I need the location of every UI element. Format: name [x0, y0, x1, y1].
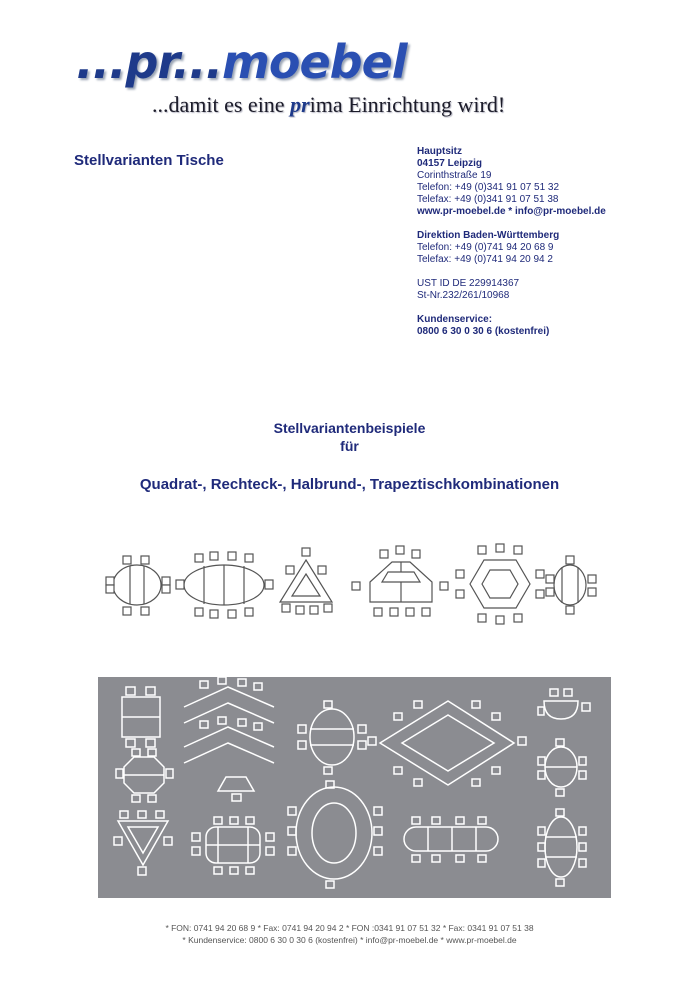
triangle-group: [114, 811, 172, 875]
footer-line-1: * FON: 0741 94 20 68 9 * Fax: 0741 94 20 94 2 * FON :0341 91 07 51 32 * Fax: 0341 91 07 51 38: [165, 923, 534, 933]
hq-label: Hauptsitz: [417, 146, 462, 157]
company-logo: [76, 35, 506, 126]
logo-pr: pr: [125, 35, 173, 89]
ust-id: UST ID DE 229914367: [417, 278, 520, 289]
contact-block: [417, 146, 687, 338]
logo-tagline: ...damit es eine prima Einrichtung wird!: [152, 92, 506, 117]
bw-fax: Telefax: +49 (0)741 94 20 94 2: [417, 254, 553, 265]
bw-phone: Telefon: +49 (0)741 94 20 68 9: [417, 242, 554, 253]
logo-dots: ...: [76, 35, 126, 89]
octagon-small: [116, 749, 173, 802]
arrangement-oval-round: [546, 556, 596, 614]
tax-number: St-Nr.232/261/10968: [417, 290, 510, 301]
oval-medium: [298, 701, 366, 774]
arrangement-hexagon: [456, 544, 544, 624]
hq-street: Corinthstraße 19: [417, 170, 492, 181]
bw-label: Direktion Baden-Württemberg: [417, 230, 560, 241]
arrangement-panel: [98, 677, 611, 898]
arrangement-oval-long: [176, 552, 273, 618]
logo-moebel: moebel: [221, 35, 407, 89]
footer-line-2: * Kundenservice: 0800 6 30 0 30 6 (kostenfrei) * info@pr-moebel.de * www.pr-moebel.de: [182, 935, 517, 945]
section-heading: Stellvariantenbeispiele für: [273, 420, 426, 454]
arrangement-trapezoid-group: [352, 546, 448, 616]
page-footer: [0, 922, 699, 946]
service-phone: 0800 6 30 0 30 6 (kostenfrei): [417, 326, 550, 337]
service-label: Kundenservice:: [417, 314, 493, 325]
arrangement-panel-drawings: [98, 677, 611, 898]
right-column-arrangements: [538, 689, 590, 886]
trapezoid-single: [218, 777, 254, 801]
hq-web-email[interactable]: www.pr-moebel.de * info@pr-moebel.de: [417, 206, 606, 217]
table-arrangements-row: [100, 540, 600, 630]
hq-city: 04157 Leipzig: [417, 158, 483, 169]
oval-large: [288, 781, 382, 888]
square-table-block: [122, 687, 160, 747]
hexagon-large: [368, 701, 526, 786]
section-subheading: Quadrat-, Rechteck-, Halbrund-, Trapeztischkombinationen: [139, 476, 560, 493]
arrangement-triangle: [280, 548, 332, 614]
chevron-rows: [184, 677, 274, 763]
hq-phone: Telefon: +49 (0)341 91 07 51 32: [417, 182, 560, 193]
arrangement-oval-small: [106, 556, 170, 615]
logo-wordmark: [76, 36, 407, 88]
long-oval-table: [404, 817, 498, 862]
logo-dots: ...: [172, 35, 222, 89]
document-title: Stellvarianten Tische: [74, 152, 224, 169]
rounded-rect-group: [192, 817, 274, 874]
hq-fax: Telefax: +49 (0)341 91 07 51 38: [417, 194, 559, 205]
